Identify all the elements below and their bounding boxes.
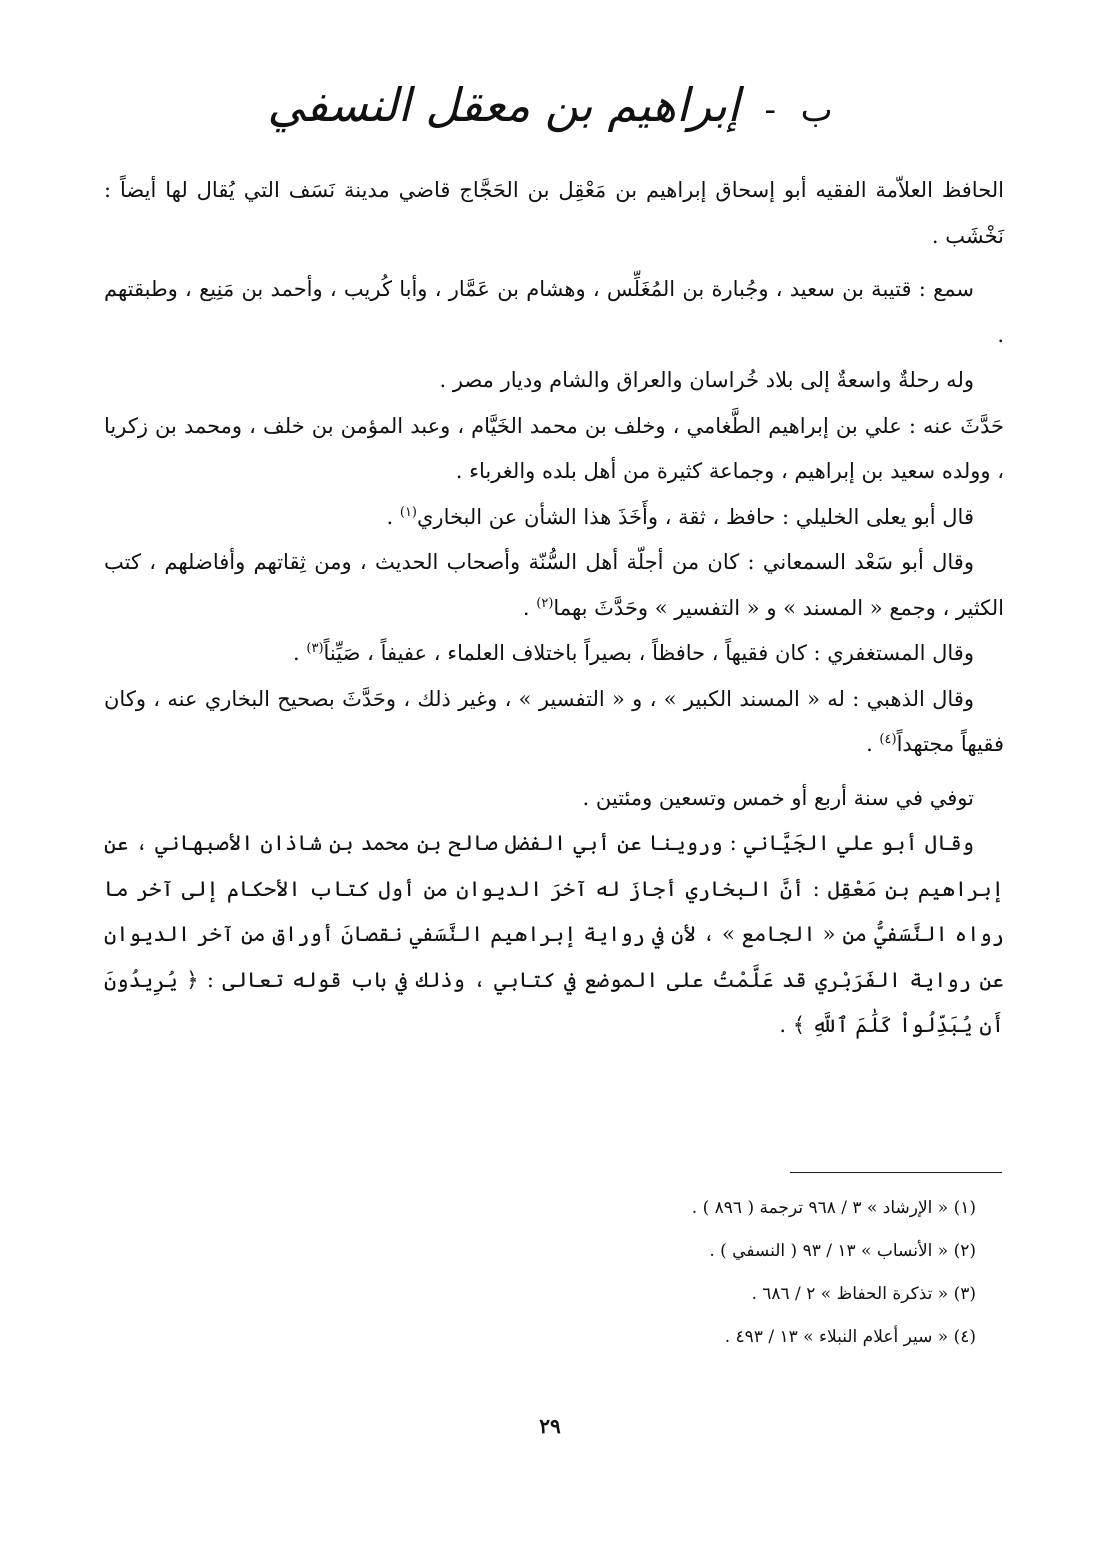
footnote-2: (٢) « الأنساب » ١٣ / ٩٣ ( النسفي ) . [709, 1241, 976, 1261]
footnote-4: (٤) « سير أعلام النبلاء » ١٣ / ٤٩٣ . [724, 1327, 976, 1347]
paragraph-khalili-text: قال أبو يعلى الخليلي : حافظ ، ثقة ، وأَخَذَ هذا الشأن عن البخاري [417, 504, 974, 529]
paragraph-heard: سمع : قتيبة بن سعيد ، وجُبارة بن المُغَلِّس ، وهشام بن عَمَّار ، وأبا كُريب ، وأحمد بن مَنِيع ، وطبقتهم . [104, 277, 1004, 347]
paragraph-khalili-end: . [386, 504, 400, 529]
paragraph-narrated: حَدَّثَ عنه : علي بن إبراهيم الطَّغامي ، وخلف بن محمد الخَيَّام ، وعبد المؤمن بن خلف ، ومحمد بن زكريا ، وولده سعيد بن إبراهيم ، وجماعة كثيرة من أهل بلده والغرباء . [104, 413, 1004, 483]
entry-title: إبراهيم بن معقل النسفي [267, 78, 740, 132]
footnote-ref-4: (٤) [879, 732, 897, 747]
heading-dash: - [764, 90, 776, 130]
paragraph-khalili [104, 495, 1004, 541]
footnote-3: (٣) « تذكرة الحفاظ » ٢ / ٦٨٦ . [751, 1284, 976, 1304]
paragraph-dhahabi [104, 677, 1004, 768]
paragraph-samani-end: . [522, 595, 537, 620]
paragraph-samani [104, 540, 1004, 631]
footnotes [376, 1187, 976, 1359]
paragraph-jayyani: وقال أبو علي الجَيَّاني : وروينا عن أبي الفضل صالح بن محمد بن شاذان الأصبهاني ، عن إبراهيم بن مَعْقِل : أنَّ البخاري أجازَ له آخرَ الديوان من أول كتاب الأحكام إلى آخر ما رواه النَّسَفيُّ من « الجامع » ، لأن في رواية إبراهيم النَّسَفي نقصانَ أوراق من آخر الديوان عن رواية الفَرَبْري قد عَلَّمْتُ على الموضع في كتابي ، وذلك في باب قوله تعالى : ﴿ يُرِيدُونَ أَن يُبَدِّلُواْ كَلَٰمَ ٱللَّهِ ﴾ . [104, 831, 1004, 1037]
paragraph-dhahabi-end: . [866, 732, 880, 756]
paragraph-intro: الحافظ العلاّمة الفقيه أبو إسحاق إبراهيم بن مَعْقِل بن الحَجَّاج قاضي مدينة نَسَف التي يُقال لها أيضاً : نَخْشَب . [104, 178, 1004, 248]
page-number: ٢٩ [539, 1414, 561, 1438]
footnote-divider [790, 1172, 1002, 1173]
paragraph-mustaghfiri-end: . [293, 641, 307, 665]
footnote-1: (١) « الإرشاد » ٣ / ٩٦٨ ترجمة ( ٨٩٦ ) . [691, 1198, 976, 1218]
footnote-ref-1: (١) [399, 504, 417, 520]
body-text [104, 168, 1004, 1049]
paragraph-dhahabi-text: وقال الذهبي : له « المسند الكبير » ، و « التفسير » ، وغير ذلك ، وحَدَّثَ بصحيح البخاري عنه ، وكان فقيهاً مجتهداً [104, 686, 1004, 756]
footnote-ref-3: (٣) [306, 641, 324, 656]
footnote-ref-2: (٢) [536, 595, 554, 611]
paragraph-mustaghfiri-text: وقال المستغفري : كان فقيهاً ، حافظاً ، بصيراً باختلاف العلماء ، عفيفاً ، صَيِّناً [323, 641, 974, 665]
entry-heading [0, 78, 1100, 133]
paragraph-mustaghfiri [104, 631, 1004, 677]
paragraph-death: توفي في سنة أربع أو خمس وتسعين ومئتين . [582, 785, 974, 810]
paragraph-travel: وله رحلةٌ واسعةٌ إلى بلاد خُراسان والعراق والشام وديار مصر . [439, 368, 974, 392]
entry-letter: ب [800, 90, 833, 130]
paragraph-samani-text: وقال أبو سَعْد السمعاني : كان من أجلّة أهل السُّنّة وأصحاب الحديث ، ومن ثِقاتهم وأفاضلهم ، كتب الكثير ، وجمع « المسند » و « التفسير » وحَدَّثَ بهما [104, 550, 1004, 620]
